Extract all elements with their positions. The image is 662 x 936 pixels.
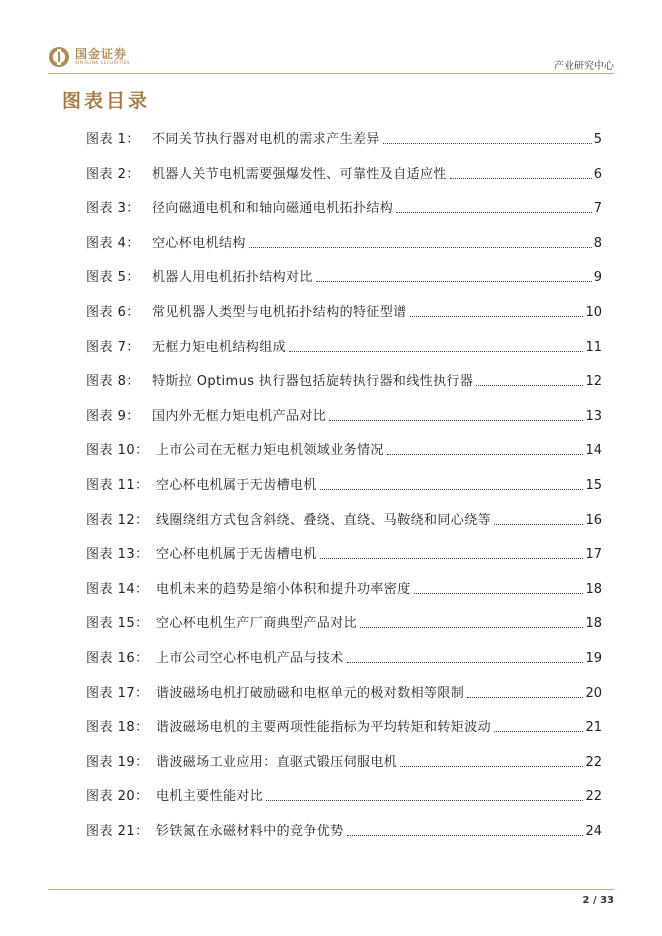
toc-leader-dots [320,557,584,559]
toc-entry-label: 图表 10： [86,443,149,459]
toc-leader-dots [414,592,584,594]
toc-entry-label: 图表 3： [86,201,140,217]
toc-entry-title: 空心杯电机生产厂商典型产品对比 [156,616,358,632]
toc-leader-dots [476,384,583,386]
toc-entry-page: 7 [593,201,602,217]
toc-entry-label: 图表 5： [86,270,140,286]
toc-entry-title: 空心杯电机属于无齿槽电机 [156,547,317,563]
toc-entry[interactable] [86,509,602,531]
toc-entry-label: 图表 12： [86,512,149,528]
toc-leader-dots [400,765,583,767]
toc-entry-page: 21 [585,720,602,736]
toc-entry-page: 15 [585,478,602,493]
toc-entry-title: 电机主要性能对比 [156,789,264,805]
toc-leader-dots [360,626,583,628]
toc-leader-dots [320,488,584,490]
toc-entry-page: 11 [585,339,602,355]
toc-entry[interactable] [86,163,602,185]
toc-entry-label: 图表 9： [86,408,140,424]
toc-entry-label: 图表 17： [86,685,149,701]
toc-entry-label: 图表 13： [86,547,149,563]
toc-leader-dots [387,453,584,455]
toc-entry-page: 8 [593,235,602,251]
toc-entry-label: 图表 7： [86,339,140,355]
toc-leader-dots [347,834,584,836]
toc-entry-page: 9 [593,270,602,286]
toc-entry-label: 图表 15： [86,616,149,632]
toc-entry[interactable] [86,439,602,461]
toc-entry[interactable] [86,751,602,773]
toc-entry-title: 径向磁通电机和和轴向磁通电机拓扑结构 [152,201,394,217]
toc-leader-dots [494,523,583,525]
toc-entry-label: 图表 6： [86,305,140,320]
toc-entry-label: 图表 20： [86,789,149,805]
toc-entry-label: 图表 11： [86,478,149,493]
toc-entry-title: 无框力矩电机结构组成 [152,339,287,355]
toc-entry-page: 18 [585,616,602,632]
toc-leader-dots [249,246,592,248]
toc-entry-title: 机器人关节电机需要强爆发性、可靠性及自适应性 [152,166,447,182]
toc-entry-page: 18 [585,581,602,597]
toc-title: 图表目录 [62,90,151,112]
toc-entry[interactable] [86,405,602,427]
toc-leader-dots [347,661,584,663]
toc-entry-label: 图表 1： [86,132,140,147]
toc-entry[interactable] [86,578,602,600]
toc-leader-dots [450,177,592,179]
toc-entry-label: 图表 16： [86,651,149,666]
toc-entry-label: 图表 21： [86,824,149,839]
toc-entry[interactable] [86,370,602,392]
brand-name-cn: 国金证券 [75,46,128,61]
toc-entry[interactable] [86,543,602,565]
toc-entry-title: 空心杯电机结构 [152,235,246,251]
toc-entry-page: 22 [585,789,602,805]
toc-entry[interactable] [86,612,602,634]
toc-entry[interactable] [86,266,602,288]
header-divider [48,73,614,74]
sinolink-logo-icon [48,46,70,68]
toc-entry-label: 图表 2： [86,166,140,182]
toc-entry-title: 上市公司空心杯电机产品与技术 [156,651,344,666]
toc-entry[interactable] [86,682,602,704]
toc-entry-label: 图表 4： [86,235,140,251]
toc-entry-page: 20 [585,685,602,701]
toc-leader-dots [266,799,583,801]
toc-leader-dots [316,280,592,282]
toc-entry-title: 钐铁氮在永磁材料中的竞争优势 [156,824,344,839]
brand-logo [48,46,130,68]
brand-name-en: SINOLINK SECURITIES [75,60,130,66]
department-label: 产业研究中心 [554,61,614,72]
toc-entry-title: 电机未来的趋势是缩小体积和提升功率密度 [156,581,411,597]
toc-leader-dots [289,350,583,352]
toc-entry-page: 6 [593,166,602,182]
toc-entry[interactable] [86,301,602,323]
toc-entry-page: 12 [585,374,602,390]
toc-entry-title: 谐波磁场工业应用：直驱式锻压伺服电机 [156,754,398,770]
toc-leader-dots [467,696,583,698]
toc-entry-label: 图表 18： [86,720,149,736]
toc-entry-label: 图表 8： [86,374,140,390]
toc-entry-page: 5 [593,132,602,147]
toc-entry-title: 谐波磁场电机打破励磁和电枢单元的极对数相等限制 [156,685,465,701]
toc-entry[interactable] [86,647,602,669]
toc-entry-title: 机器人用电机拓扑结构对比 [152,270,313,286]
toc-entry[interactable] [86,474,602,496]
toc-entry[interactable] [86,820,602,842]
toc-entry-label: 图表 19： [86,754,149,770]
toc-leader-dots [410,315,584,317]
toc-entry-title: 上市公司在无框力矩电机领域业务情况 [156,443,384,459]
toc-entry-page: 10 [585,305,602,320]
toc-leader-dots [383,142,592,144]
toc-entry-title: 特斯拉 Optimus 执行器包括旋转执行器和线性执行器 [152,374,474,390]
footer-divider [48,889,614,890]
toc-entry-page: 24 [585,824,602,839]
toc-entry-title: 谐波磁场电机的主要两项性能指标为平均转矩和转矩波动 [156,720,492,736]
page-number: 2 / 33 [582,895,614,906]
toc-entry-page: 17 [585,547,602,563]
toc-entry-page: 22 [585,754,602,770]
toc-entry[interactable] [86,197,602,219]
page-header [0,0,662,80]
toc-entry-title: 空心杯电机属于无齿槽电机 [156,478,317,493]
toc-entry-page: 16 [585,512,602,528]
toc-leader-dots [494,730,583,732]
toc-entry[interactable] [86,128,602,150]
toc-entry[interactable] [86,336,602,358]
toc-entry[interactable] [86,785,602,807]
toc-entry[interactable] [86,716,602,738]
toc-entry-title: 线圈绕组方式包含斜绕、叠绕、直绕、马鞍绕和同心绕等 [156,512,492,528]
toc-leader-dots [396,211,592,213]
toc-entry-page: 13 [585,408,602,424]
toc-entry-label: 图表 14： [86,581,149,597]
toc-entry-page: 19 [585,651,602,666]
toc-leader-dots [329,419,583,421]
toc-entry-title: 不同关节执行器对电机的需求产生差异 [152,132,380,147]
toc-entry-title: 国内外无框力矩电机产品对比 [152,408,327,424]
toc-entry-page: 14 [585,443,602,459]
toc-entry[interactable] [86,232,602,254]
toc-entry-title: 常见机器人类型与电机拓扑结构的特征型谱 [152,305,407,320]
